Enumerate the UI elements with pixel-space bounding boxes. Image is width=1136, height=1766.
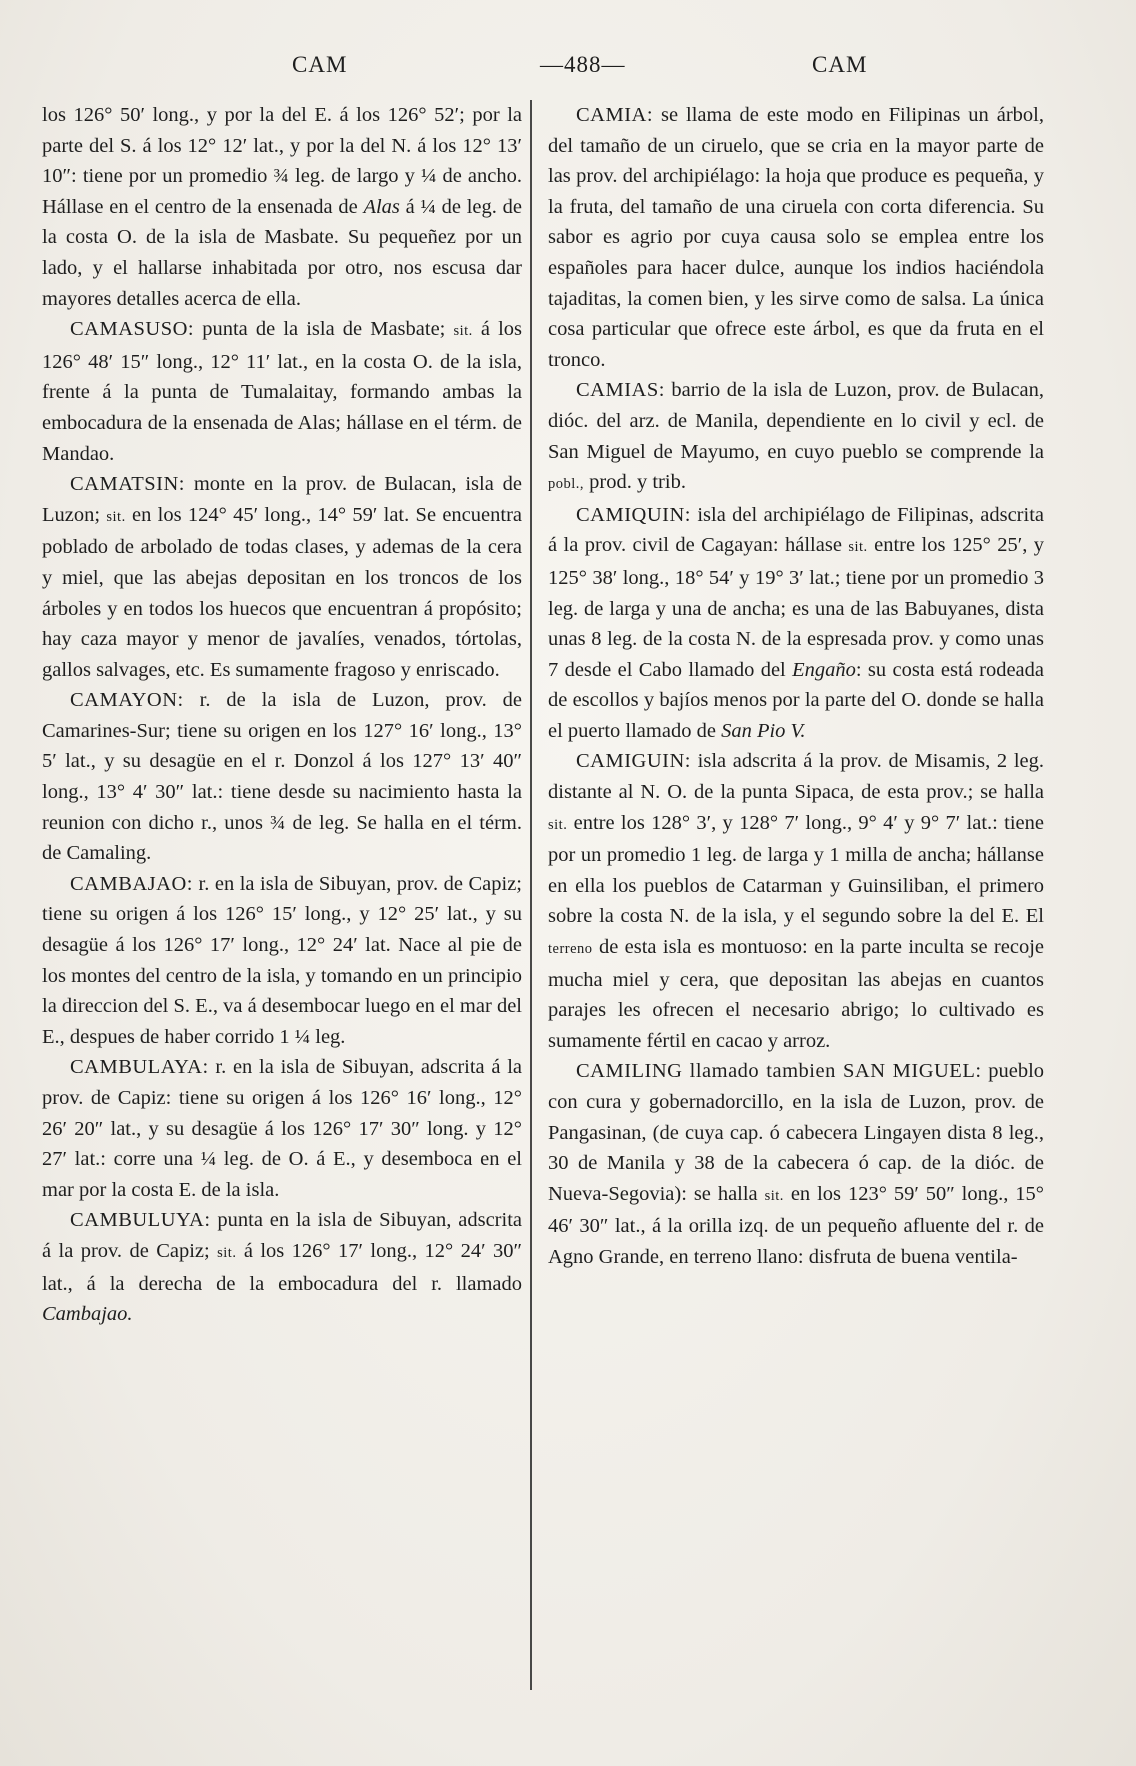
entry-camiling (548, 1056, 1044, 1272)
column-divider (530, 100, 532, 1690)
entry-text: : su costa está rodeada de escollos y bajíos menos por la parte del O. donde se halla el puerto llamado de (548, 658, 1045, 742)
entry-smallcaps: terreno (548, 941, 593, 958)
entry-smallcaps: sit. (764, 1187, 784, 1204)
entry-camiguin (548, 746, 1044, 1056)
left-column (42, 100, 522, 1330)
entry-italic: Alas (363, 195, 400, 218)
entry-text: en los 124° 45′ long., 14° 59′ lat. Se encuentra poblado de arbolado de todas clases, y ademas de la cera y miel, que las abejas depositan en los troncos de los árboles y en todos los huecos que encuentran á propósito; hay caza mayor y menor de javalíes, venados, tórtolas, gallos salvages, etc. Es sumamente fragoso y enriscado. (42, 503, 522, 681)
entry-cambuluya (42, 1205, 522, 1329)
entry-cambajao (42, 869, 522, 1053)
entry-italic: San Pio V. (721, 719, 806, 742)
entry-headword: CAMBULAYA: (70, 1056, 209, 1079)
entry-smallcaps: pobl., (548, 476, 585, 493)
entry-camiquin (548, 500, 1044, 747)
entry-text: pueblo con cura y gobernadorcillo, en la isla de Luzon, prov. de Pangasinan, (de cuya cap. ó cabecera Lingayen dista 8 leg., 30 de Manila y 38 de la cabecera ó cap. de la dióc. de Nueva-Segovia): se halla (548, 1060, 1045, 1205)
entry-text: punta de la isla de Masbate; (202, 318, 446, 341)
entry-smallcaps: sit. (217, 1244, 237, 1261)
entry-headword: CAMAYON: (70, 689, 184, 712)
entry-text: isla adscrita á la prov. de Misamis, 2 leg. distante al N. O. de la punta Sipaca, de esta prov.; se halla (548, 750, 1044, 804)
entry-text: se llama de este modo en Filipinas un árbol, del tamaño de un ciruelo, que se cria en la mayor parte de las prov. del archipiélago: la hoja que produce es pequeña, y la fruta, del tamaño de una ciruela con corta diferencia. Su sabor es agrio por cuya causa solo se emplea entre los españoles para hacer dulce, aunque los indios haciéndola tajaditas, la comen bien, y les sirve como de salsa. La única cosa particular que ofrece este árbol, es que da fruta en el tronco. (548, 104, 1044, 371)
entry-headword: CAMIQUIN: (576, 503, 691, 526)
entry-text: entre los 128° 3′, y 128° 7′ long., 9° 4′ y 9° 7′ lat.: tiene por un promedio 1 leg. de larga y 1 milla de ancha; hállanse en ella los pueblos de Catarman y Guinsiliban, el primero sobre la costa N. de la isla, y el segundo sobre la del E. El (548, 811, 1045, 928)
page-number: —488— (540, 52, 626, 77)
entry-headword: CAMIAS: (576, 379, 665, 402)
entry-smallcaps: sit. (106, 508, 126, 525)
entry-text: á los 126° 48′ 15″ long., 12° 11′ lat., en la costa O. de la isla, frente á la punta de Tumalaitay, formando ambas la embocadura de la ensenada de Alas; hállase en el térm. de Mandao. (42, 318, 523, 465)
entry-smallcaps: sit. (453, 323, 473, 340)
entry-camia (548, 100, 1044, 375)
entry-headword: CAMIA: (576, 104, 654, 126)
entry-camasuso (42, 314, 522, 469)
entry-smallcaps: sit. (548, 816, 568, 833)
entry-text: los 126° 50′ long., y por la del E. á los 126° 52′; por la parte del S. á los 12° 12′ lat., y por la del N. á los 12° 13′ 10″: tiene por un promedio ¾ leg. de largo y ¼ de ancho. Hállase en el centro de la ensenada de (42, 104, 522, 218)
entry-italic: Engaño (792, 658, 856, 681)
entry-text: r. en la isla de Sibuyan, prov. de Capiz; tiene su origen á los 126° 15′ long., y 12° 25′ lat., y su desagüe á los 126° 17′ long., 12° 24′ lat. Nace al pie de los montes del centro de la isla, y tomando en un principio la direccion del S. E., va á desembocar luego en el mar del E., despues de haber corrido 1 ¼ leg. (42, 872, 522, 1048)
entry-text: á ¼ de leg. de la costa O. de la isla de Masbate. Su pequeñez por un lado, y el hallarse inhabitada por otro, nos escusa dar mayores detalles acerca de ella. (42, 195, 522, 310)
entry-camatsin (42, 469, 522, 685)
entry-text: punta en la isla de Sibuyan, adscrita á la prov. de Capiz; (42, 1209, 522, 1262)
entry-italic: Cambajao. (42, 1303, 133, 1326)
entry-headword: CAMIGUIN: (576, 750, 691, 773)
entry-headword: CAMILING llamado tambien SAN MIGUEL: (576, 1060, 982, 1083)
entry-text: en los 123° 59′ 50″ long., 15° 46′ 30″ lat., á la orilla izq. de un pequeño afluente del r. de Agno Grande, en terreno llano: disfruta de buena ventila- (548, 1182, 1044, 1268)
entry-text: de esta isla es montuoso: en la parte inculta se recoje mucha miel y cera, que depositan las abejas en cuantos parajes les ofrecen el necesario abrigo; lo cultivado es sumamente fértil en cacao y arroz. (548, 936, 1045, 1052)
running-head-left: CAM (292, 52, 348, 77)
entry-camias (548, 375, 1044, 499)
right-column (548, 100, 1044, 1273)
entry-text: monte en la prov. de Bulacan, isla de Luzon; (42, 473, 523, 526)
entry-text: isla del archipiélago de Filipinas, adscrita á la prov. civil de Cagayan: hállase (548, 503, 1044, 557)
entry-text: á los 126° 17′ long., 12° 24′ 30″ lat., á la derecha de la embocadura del r. llamado (42, 1239, 523, 1295)
entry-text: prod. y trib. (589, 471, 686, 494)
entry-headword: CAMASUSO: (70, 318, 195, 341)
entry-text: r. en la isla de Sibuyan, adscrita á la prov. de Capiz: tiene su origen á los 126° 16′ long., 12° 26′ 20″ lat., y su desagüe á los 126° 17′ 30″ long. y 12° 27′ lat.: corre una ¼ leg. de O. á E., y desemboca en el mar por la costa E. de la isla. (42, 1056, 522, 1201)
entry-camayon (42, 685, 522, 869)
entry-text: entre los 125° 25′, y 125° 38′ long., 18° 54′ y 19° 3′ lat.; tiene por un promedio 3 leg. de larga y una de ancha; es una de las Babuyanes, dista unas 8 leg. de la costa N. de la espresada prov. y como unas 7 desde el Cabo llamado del (548, 534, 1045, 681)
entry-headword: CAMBULUYA: (70, 1209, 211, 1232)
running-head-right: CAM (812, 52, 868, 77)
entry-cambulaya (42, 1052, 522, 1205)
entry-headword: CAMATSIN: (70, 473, 185, 496)
entry-text: r. de la isla de Luzon, prov. de Camarines-Sur; tiene su origen en los 127° 16′ long., 13° 5′ lat., y su desagüe en el r. Donzol á los 127° 13′ 40″ long., 13° 4′ 30″ lat.: tiene desde su nacimiento hasta la reunion con dicho r., unos ¾ de leg. Se halla en el térm. de Camaling. (42, 689, 522, 865)
entry-headword: CAMBAJAO: (70, 872, 193, 895)
entry-continuation (42, 100, 522, 314)
entry-text: barrio de la isla de Luzon, prov. de Bulacan, dióc. del arz. de Manila, dependiente en lo civil y ecl. de San Miguel de Mayumo, en cuyo pueblo se comprende la (548, 379, 1044, 463)
entry-smallcaps: sit. (848, 539, 868, 556)
